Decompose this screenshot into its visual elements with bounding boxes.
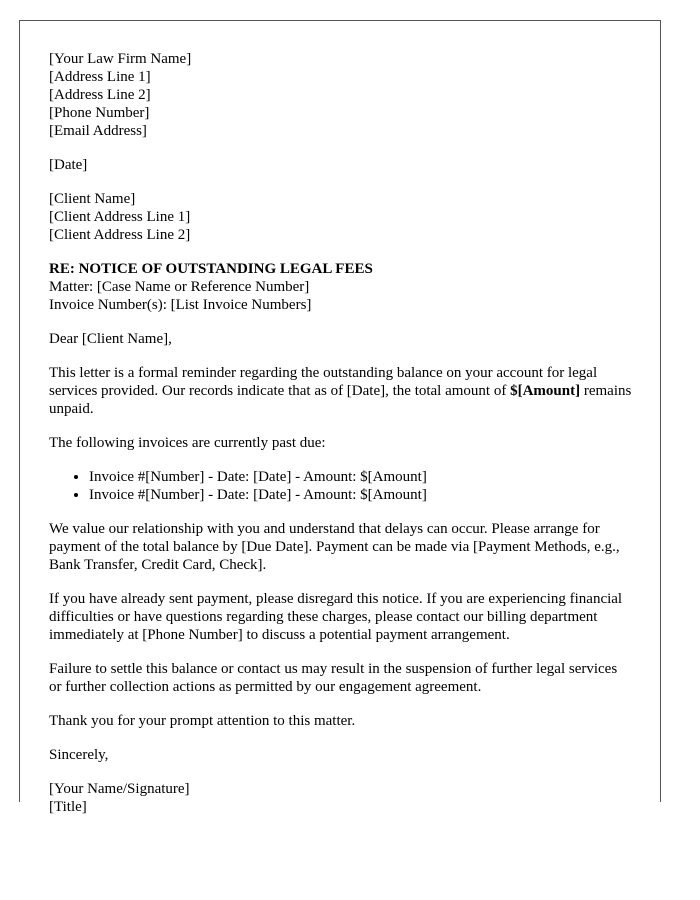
invoice-list-item: • Invoice #[Number] - Date: [Date] - Amount: $[Amount] [89,486,633,504]
past-due-lead: The following invoices are currently past due: [49,435,326,451]
intro-text-before: This letter is a formal reminder regarding the outstanding balance on your account for legal services provided. Our records indicate that as of [Date], the total amount of [49,365,598,399]
sign-off: Sincerely, [49,747,109,763]
recipient-name: [Client Name] [49,191,136,207]
sender-address-line-2: [Address Line 2] [49,87,151,103]
subject-heading: RE: NOTICE OF OUTSTANDING LEGAL FEES [49,261,373,277]
signer-title: [Title] [49,799,87,815]
letter-page [19,20,661,815]
sender-firm-name: [Your Law Firm Name] [49,51,192,67]
already-paid-paragraph: If you have already sent payment, please disregard this notice. If you are experiencing financial difficulties or have questions regarding these charges, please contact our billing department immediately at [Phone Number] to discuss a potential payment arrangement. [49,591,623,643]
thanks-paragraph: Thank you for your prompt attention to this matter. [49,713,356,729]
letter-content [49,50,633,832]
consequences-paragraph: Failure to settle this balance or contact us may result in the suspension of further legal services or further collection actions as permitted by our engagement agreement. [49,661,618,695]
signature-line: [Your Name/Signature] [49,781,190,797]
sender-phone: [Phone Number] [49,105,150,121]
sender-address-block [49,50,633,140]
invoice-list [49,468,633,504]
recipient-address-line-1: [Client Address Line 1] [49,209,191,225]
outstanding-amount: $[Amount] [510,383,581,399]
subject-invoices: Invoice Number(s): [List Invoice Numbers] [49,297,312,313]
payment-request-paragraph: We value our relationship with you and understand that delays can occur. Please arrange for payment of the total balance by [Due Date]. Payment can be made via [Payment Methods, e.g., Bank Transfer, Credit Card, Check]. [49,521,620,573]
recipient-address-line-2: [Client Address Line 2] [49,227,191,243]
date-block [49,156,633,174]
invoice-list-item: • Invoice #[Number] - Date: [Date] - Amount: $[Amount] [89,468,633,486]
salutation: Dear [Client Name], [49,331,172,347]
sender-email: [Email Address] [49,123,147,139]
intro-text-after: remains unpaid. [49,383,632,417]
sender-address-line-1: [Address Line 1] [49,69,151,85]
recipient-address-block [49,190,633,244]
intro-paragraph [49,364,633,418]
signature-block [49,780,633,816]
subject-matter: Matter: [Case Name or Reference Number] [49,279,310,295]
letter-date: [Date] [49,157,88,173]
subject-block [49,260,633,314]
